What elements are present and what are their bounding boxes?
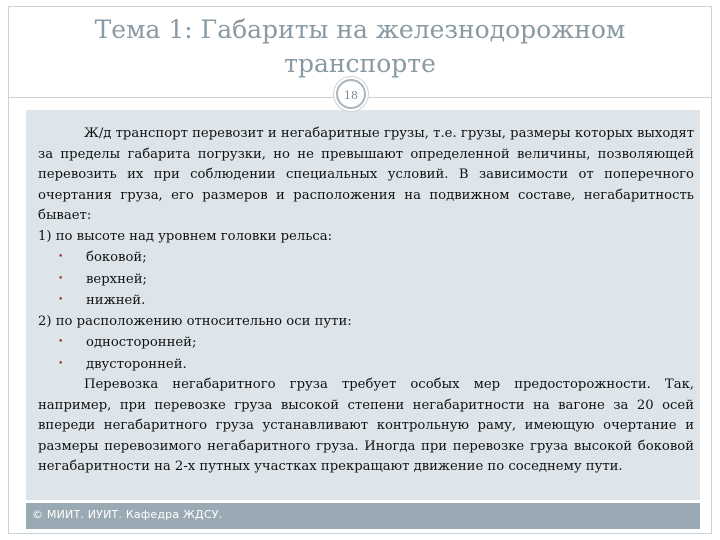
intro-text: Ж/д транспорт перевозит и негабаритные грузы, т.е. грузы, размеры которых выходят за пределы габарита погрузки, но не превышают определенной величины, позволяющей перевозить их при соблюдении специальных условий. В зависимости от поперечного очертания груза, его размеров и расположения на подвижном составе, негабаритность бывает: bbox=[38, 126, 694, 223]
slide-title bbox=[9, 7, 711, 81]
bullet-icon: • bbox=[58, 252, 64, 262]
page-number-badge: 18 bbox=[336, 79, 366, 109]
closing-paragraph bbox=[38, 375, 694, 478]
title-line-2: транспорте bbox=[284, 49, 436, 78]
list-item: • односторонней; bbox=[38, 332, 694, 354]
intro-paragraph bbox=[38, 124, 694, 227]
list-item: • двусторонней. bbox=[38, 354, 694, 376]
bullet-icon: • bbox=[58, 273, 64, 284]
title-line-1: Тема 1: Габариты на железнодорожном bbox=[94, 15, 626, 44]
list-item: • нижней. bbox=[38, 290, 694, 312]
bullet-icon: • bbox=[58, 295, 64, 305]
list-item: • верхней; bbox=[38, 269, 694, 291]
closing-text: Перевозка негабаритного груза требует особых мер предосторожности. Так, например, при перевозке груза высокой степени негабаритности на вагоне за 20 осей впереди негабаритного груза устанавливают контрольную раму, имеющую очертание и размеры перевозимого негабаритного груза. Иногда при перевозке груза высокой боковой негабаритности на 2-х путных участках прекращают движение по соседнему пути. bbox=[38, 377, 694, 474]
bullet-icon: • bbox=[58, 337, 64, 347]
group1-heading: 1) по высоте над уровнем головки рельса: bbox=[38, 228, 333, 244]
list-item: • боковой; bbox=[38, 247, 694, 269]
group2-heading: 2) по расположению относительно оси пути: bbox=[38, 313, 352, 329]
bullet-icon: • bbox=[58, 358, 64, 369]
slide-body bbox=[38, 124, 694, 478]
footer-text: © МИИТ. ИУИТ. Кафедра ЖДСУ. bbox=[32, 508, 223, 521]
